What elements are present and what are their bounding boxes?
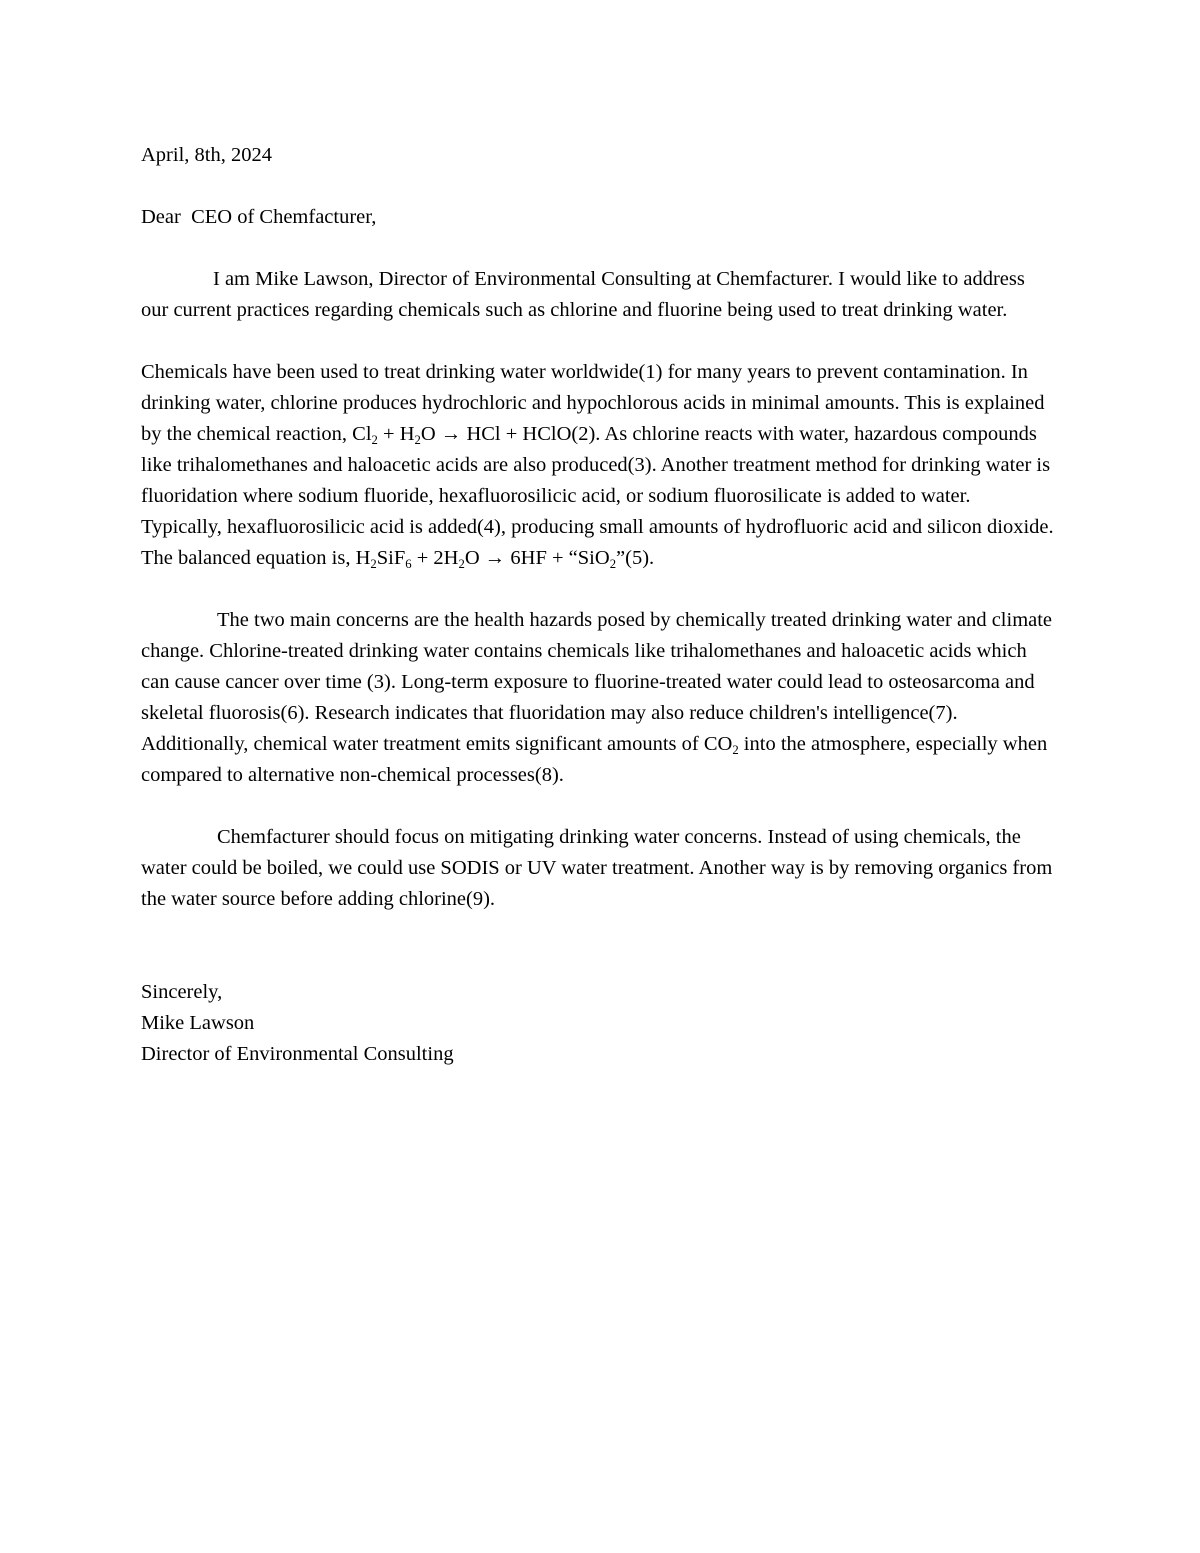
background-text-7: ”(5).: [616, 547, 655, 569]
background-text-4: SiF: [376, 547, 406, 569]
signer-title: Director of Environmental Consulting: [141, 1043, 454, 1065]
concerns-paragraph: [141, 605, 1056, 791]
recommendation-paragraph: Chemfacturer should focus on mitigating drinking water concerns. Instead of using chemicals, the water could be boiled, we could use SODIS or UV water treatment. Another way is by removing organics from the water source before adding chlorine(9).: [141, 826, 1053, 910]
background-text-2: + H: [377, 423, 415, 445]
concerns-text-2: into the atmosphere, especially when compared to alternative non-chemical processes(8).: [141, 733, 1048, 786]
intro-paragraph: I am Mike Lawson, Director of Environmental Consulting at Chemfacturer. I would like to address our current practices regarding chemicals such as chlorine and fluorine being used to treat drinking water.: [141, 268, 1025, 321]
background-text-5: + 2H: [411, 547, 459, 569]
salutation-text: Dear CEO of Chemfacturer,: [141, 206, 377, 228]
closing: Sincerely,: [141, 981, 223, 1003]
concerns-text-1: The two main concerns are the health hazards posed by chemically treated drinking water and climate change. Chlorine-treated drinking water contains chemicals like trihalomethanes and haloacetic acids which can cause cancer over time (3). Long-term exposure to fluorine-treated water could lead to osteosarcoma and skeletal fluorosis(6). Research indicates that fluoridation may also reduce children's intelligence(7). Additionally, chemical water treatment emits significant amounts of CO: [141, 609, 1053, 755]
signer-name: Mike Lawson: [141, 1012, 255, 1034]
background-text-3: O → HCl + HClO(2). As chlorine reacts with water, hazardous compounds like trihalomethanes and haloacetic acids are also produced(3). Another treatment method for drinking water is fluoridation where sodium fluoride, hexafluorosilicic acid, or sodium fluorosilicate is added to water. Typically, hexafluorosilicic acid is added(4), producing small amounts of hydrofluoric acid and silicon dioxide. The balanced equation is, H: [141, 423, 1054, 569]
background-text-6: O → 6HF + “SiO: [464, 547, 610, 569]
closing-block: [141, 977, 1056, 1070]
letter-date: April, 8th, 2024: [141, 144, 272, 166]
background-paragraph: [141, 357, 1056, 574]
subscript: 6: [405, 557, 412, 572]
subscript: 2: [371, 433, 378, 448]
background-text-1: Chemicals have been used to treat drinking water worldwide(1) for many years to prevent contamination. In drinking water, chlorine produces hydrochloric and hypochlorous acids in minimal amounts. This is explained by the chemical reaction, Cl: [141, 361, 1045, 445]
letter-body: [141, 140, 1056, 1070]
subscript: 2: [458, 557, 465, 572]
letter-salutation: [141, 202, 1056, 233]
subscript: 2: [609, 557, 617, 572]
subscript: 2: [414, 433, 421, 448]
subscript: 2: [732, 743, 739, 758]
subscript: 2: [370, 557, 377, 572]
